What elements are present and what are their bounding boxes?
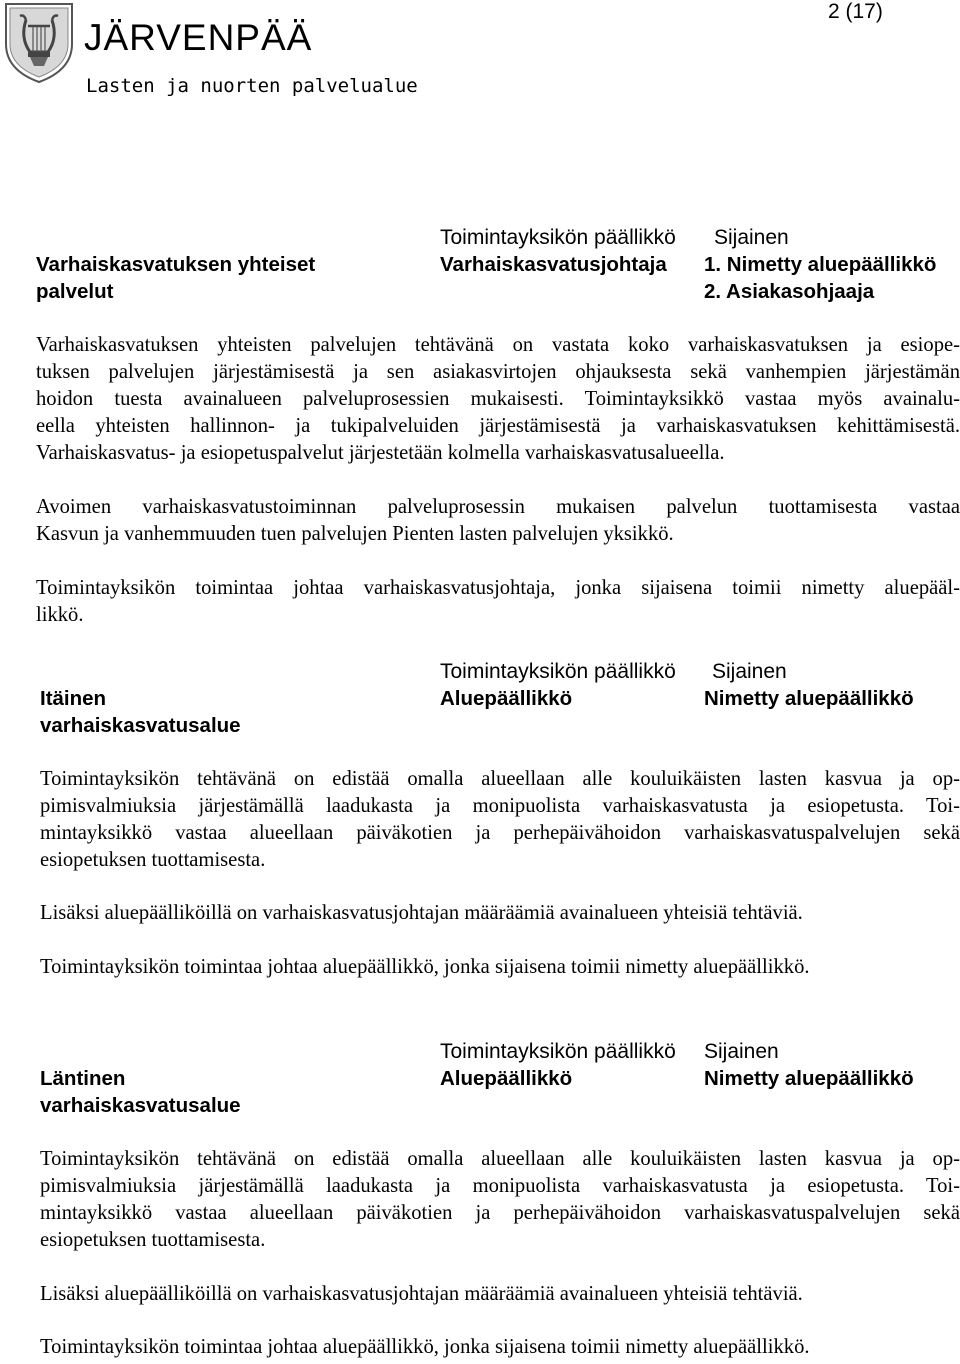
paragraph-line: Kasvun ja vanhemmuuden tuen palvelujen Pienten lasten palvelujen yksikkö. <box>36 523 674 545</box>
paragraph-line: esiopetuksen tuottamisesta. <box>40 849 266 871</box>
paragraph-line: mintayksikkö vastaa alueellaan päiväkotien ja perhepäivähoidon varhaiskasvatuspalvelujen sekä <box>40 1202 960 1224</box>
paragraph-line: Lisäksi aluepäälliköillä on varhaiskasvatusjohtajan määräämiä avainalueen yhteisiä tehtäviä. <box>40 902 803 924</box>
paragraph <box>36 494 960 548</box>
page-number: 2 (17) <box>828 0 883 23</box>
paragraph-line: mintayksikkö vastaa alueellaan päiväkotien ja perhepäivähoidon varhaiskasvatuspalvelujen sekä <box>40 822 960 844</box>
paragraph <box>40 1334 960 1361</box>
section-title-line-2: palvelut <box>36 280 114 303</box>
paragraph-line: tuksen palvelujen järjestämisestä ja sen asiakasvirtojen ohjauksesta sekä vanhempien järjestämän <box>36 361 960 383</box>
paragraph <box>40 766 960 874</box>
paragraph <box>40 1146 960 1254</box>
paragraph-line: Toimintayksikön tehtävänä on edistää omalla alueellaan alle kouluikäisten lasten kasvua ja op- <box>40 1148 960 1170</box>
section-title: Itäinen <box>40 687 107 710</box>
paragraph-line: pimisvalmiuksia järjestämällä laadukasta ja monipuolista varhaiskasvatusta ja esiopetusta. Toi- <box>40 795 960 817</box>
unit-name: Lasten ja nuorten palvelualue <box>86 75 418 97</box>
deputy-value: 1. Nimetty aluepäällikkö <box>704 253 937 276</box>
paragraph <box>40 954 960 981</box>
paragraph-line: pimisvalmiuksia järjestämällä laadukasta ja monipuolista varhaiskasvatusta ja esiopetusta. Toi- <box>40 1175 960 1197</box>
paragraph-line: eella yhteisten hallinnon- ja tukipalveluiden järjestämisestä ja varhaiskasvatuksen kehittämisestä. <box>36 415 960 437</box>
paragraph-line: esiopetuksen tuottamisesta. <box>40 1229 266 1251</box>
head-label: Toimintayksikön päällikkö <box>440 1040 676 1063</box>
paragraph-line: Lisäksi aluepäälliköillä on varhaiskasvatusjohtajan määräämiä avainalueen yhteisiä tehtäviä. <box>40 1283 803 1305</box>
paragraph-line: likkö. <box>36 604 84 626</box>
deputy-value: Nimetty aluepäällikkö <box>704 687 914 710</box>
section-title: Varhaiskasvatuksen yhteiset <box>36 253 316 276</box>
paragraph <box>40 900 960 927</box>
deputy-label: Sijainen <box>714 226 789 249</box>
section-title: Läntinen <box>40 1067 126 1090</box>
section-title-line-2: varhaiskasvatusalue <box>40 1094 241 1117</box>
city-coat-of-arms-logo <box>0 0 78 84</box>
paragraph-line: Toimintayksikön toimintaa johtaa aluepäällikkö, jonka sijaisena toimii nimetty aluepäällikkö. <box>40 956 810 978</box>
paragraph <box>40 1281 960 1308</box>
head-value: Varhaiskasvatusjohtaja <box>440 253 667 276</box>
deputy-label: Sijainen <box>704 1040 779 1063</box>
head-label: Toimintayksikön päällikkö <box>440 660 676 683</box>
paragraph-line: Avoimen varhaiskasvatustoiminnan palveluprosessin mukaisen palvelun tuottamisesta vastaa <box>36 496 960 518</box>
head-value: Aluepäällikkö <box>440 687 573 710</box>
deputy-label: Sijainen <box>712 660 787 683</box>
section-title-line-2: varhaiskasvatusalue <box>40 714 241 737</box>
paragraph-line: Toimintayksikön toimintaa johtaa varhaiskasvatusjohtaja, jonka sijaisena toimii nimetty aluepääl- <box>36 577 960 599</box>
paragraph-line: Varhaiskasvatus- ja esiopetuspalvelut järjestetään kolmella varhaiskasvatusalueella. <box>36 442 725 464</box>
deputy-value: Nimetty aluepäällikkö <box>704 1067 914 1090</box>
head-value: Aluepäällikkö <box>440 1067 573 1090</box>
coat-of-arms-icon <box>0 0 78 84</box>
deputy-value-2: 2. Asiakasohjaaja <box>704 280 875 303</box>
city-name: JÄRVENPÄÄ <box>84 17 313 58</box>
head-label: Toimintayksikön päällikkö <box>440 226 676 249</box>
paragraph-line: Varhaiskasvatuksen yhteisten palvelujen tehtävänä on vastata koko varhaiskasvatuksen ja esiope- <box>36 334 960 356</box>
paragraph-line: Toimintayksikön toimintaa johtaa aluepäällikkö, jonka sijaisena toimii nimetty aluepäällikkö. <box>40 1336 810 1358</box>
paragraph-line: hoidon tuesta avainalueen palveluprosessien mukaisesti. Toimintayksikkö vastaa myös avainalu- <box>36 388 960 410</box>
paragraph <box>36 332 960 467</box>
paragraph-line: Toimintayksikön tehtävänä on edistää omalla alueellaan alle kouluikäisten lasten kasvua ja op- <box>40 768 960 790</box>
paragraph <box>36 575 960 629</box>
